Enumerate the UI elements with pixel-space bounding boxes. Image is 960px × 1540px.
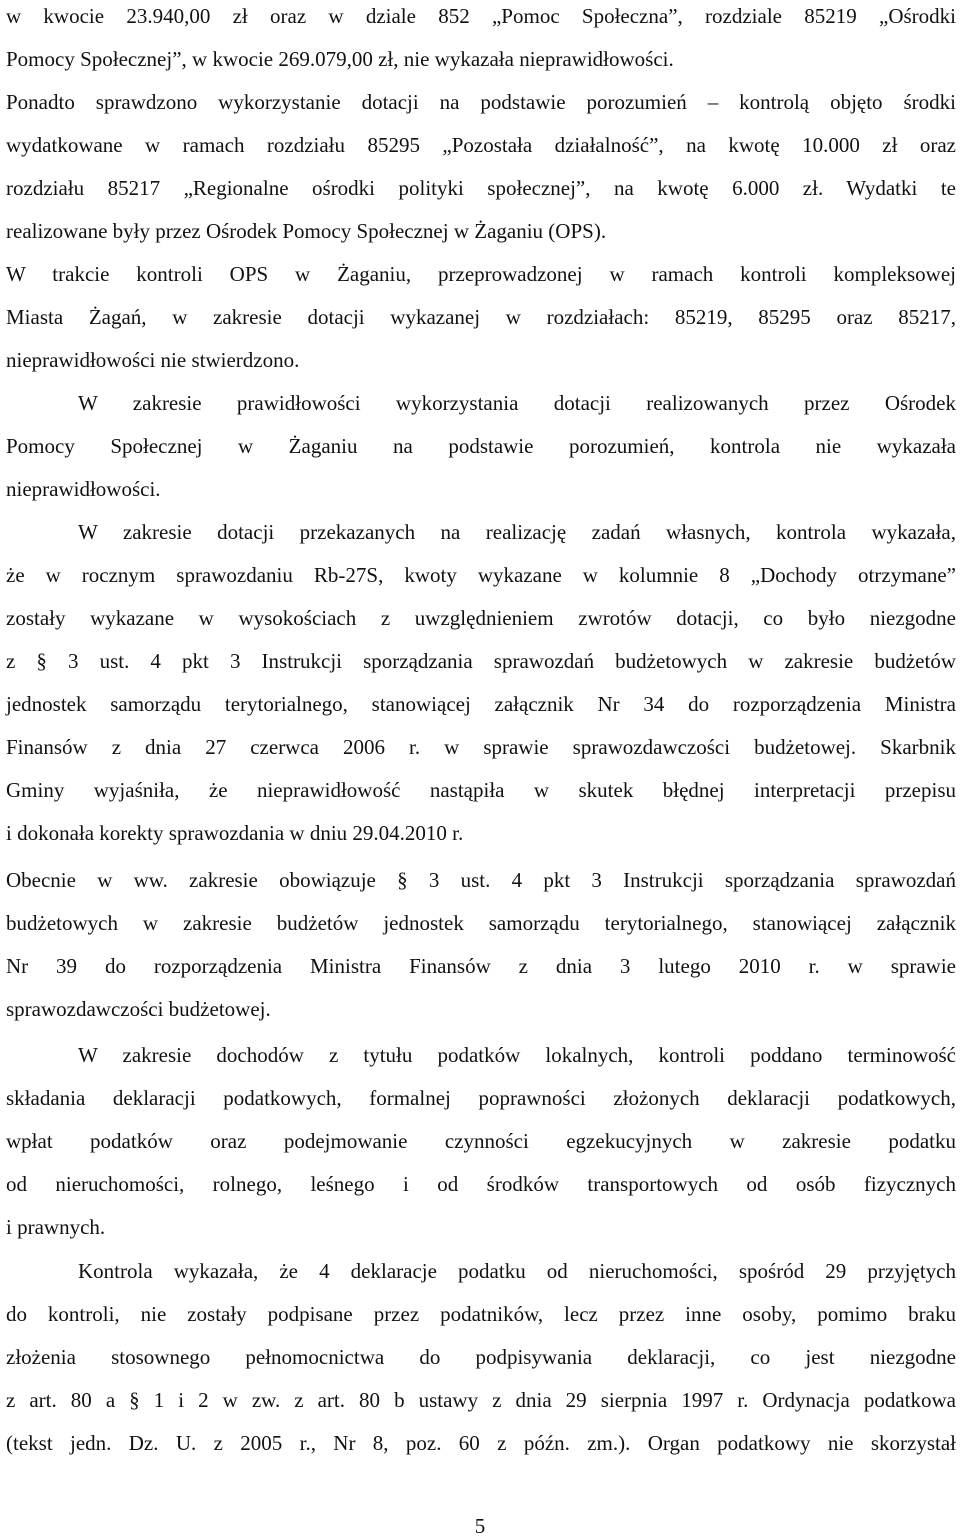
paragraph-first-line: W zakresie prawidłowości wykorzystania dotacji realizowanych przez Ośrodek (78, 391, 956, 415)
text-line: Gminy wyjaśniła, że nieprawidłowość nastąpiła w skutek błędnej interpretacji przepisu (6, 778, 956, 802)
text-line: w kwocie 23.940,00 zł oraz w dziale 852 „Pomoc Społeczna”, rozdziale 85219 „Ośrodki (6, 4, 956, 28)
text-line: z art. 80 a § 1 i 2 w zw. z art. 80 b ustawy z dnia 29 sierpnia 1997 r. Ordynacja podatkowa (6, 1388, 956, 1412)
text-line: Obecnie w ww. zakresie obowiązuje § 3 ust. 4 pkt 3 Instrukcji sporządzania sprawozdań (6, 868, 956, 892)
text-line: do kontroli, nie zostały podpisane przez podatników, lecz przez inne osoby, pomimo braku (6, 1302, 956, 1326)
text-line: zostały wykazane w wysokościach z uwzględnieniem zwrotów dotacji, co było niezgodne (6, 606, 956, 630)
text-line: nieprawidłowości. (6, 477, 161, 501)
text-line: wydatkowane w ramach rozdziału 85295 „Pozostała działalność”, na kwotę 10.000 zł oraz (6, 133, 956, 157)
paragraph-first-line: W zakresie dotacji przekazanych na realizację zadań własnych, kontrola wykazała, (78, 520, 956, 544)
text-line: nieprawidłowości nie stwierdzono. (6, 348, 300, 372)
text-line: Pomocy Społecznej”, w kwocie 269.079,00 zł, nie wykazała nieprawidłowości. (6, 47, 674, 71)
text-line: od nieruchomości, rolnego, leśnego i od środków transportowych od osób fizycznych (6, 1172, 956, 1196)
text-line: z § 3 ust. 4 pkt 3 Instrukcji sporządzania sprawozdań budżetowych w zakresie budżetów (6, 649, 956, 673)
text-line: Miasta Żagań, w zakresie dotacji wykazanej w rozdziałach: 85219, 85295 oraz 85217, (6, 305, 956, 329)
text-line: składania deklaracji podatkowych, formalnej poprawności złożonych deklaracji podatkowych, (6, 1086, 956, 1110)
text-line: i prawnych. (6, 1215, 106, 1239)
text-line: (tekst jedn. Dz. U. z 2005 r., Nr 8, poz. 60 z późn. zm.). Organ podatkowy nie skorzystał (6, 1431, 956, 1455)
paragraph-first-line: W zakresie dochodów z tytułu podatków lokalnych, kontroli poddano terminowość (78, 1043, 956, 1067)
paragraph-first-line: Kontrola wykazała, że 4 deklaracje podatku od nieruchomości, spośród 29 przyjętych (78, 1259, 956, 1283)
text-line: Nr 39 do rozporządzenia Ministra Finansów z dnia 3 lutego 2010 r. w sprawie (6, 954, 956, 978)
text-line: jednostek samorządu terytorialnego, stanowiącej załącznik Nr 34 do rozporządzenia Ministra (6, 692, 956, 716)
text-line: budżetowych w zakresie budżetów jednostek samorządu terytorialnego, stanowiącej załącznik (6, 911, 956, 935)
text-line: wpłat podatków oraz podejmowanie czynności egzekucyjnych w zakresie podatku (6, 1129, 956, 1153)
text-line: Finansów z dnia 27 czerwca 2006 r. w sprawie sprawozdawczości budżetowej. Skarbnik (6, 735, 956, 759)
text-line: sprawozdawczości budżetowej. (6, 997, 271, 1021)
text-line: i dokonała korekty sprawozdania w dniu 29.04.2010 r. (6, 821, 464, 845)
text-line: złożenia stosownego pełnomocnictwa do podpisywania deklaracji, co jest niezgodne (6, 1345, 956, 1369)
page-number: 5 (474, 1514, 486, 1538)
text-line: Pomocy Społecznej w Żaganiu na podstawie porozumień, kontrola nie wykazała (6, 434, 956, 458)
text-line: Ponadto sprawdzono wykorzystanie dotacji na podstawie porozumień – kontrolą objęto środki (6, 90, 956, 114)
text-line: że w rocznym sprawozdaniu Rb-27S, kwoty wykazane w kolumnie 8 „Dochody otrzymane” (6, 563, 956, 587)
text-line: rozdziału 85217 „Regionalne ośrodki polityki społecznej”, na kwotę 6.000 zł. Wydatki te (6, 176, 956, 200)
text-line: W trakcie kontroli OPS w Żaganiu, przeprowadzonej w ramach kontroli kompleksowej (6, 262, 956, 286)
text-line: realizowane były przez Ośrodek Pomocy Społecznej w Żaganiu (OPS). (6, 219, 607, 243)
